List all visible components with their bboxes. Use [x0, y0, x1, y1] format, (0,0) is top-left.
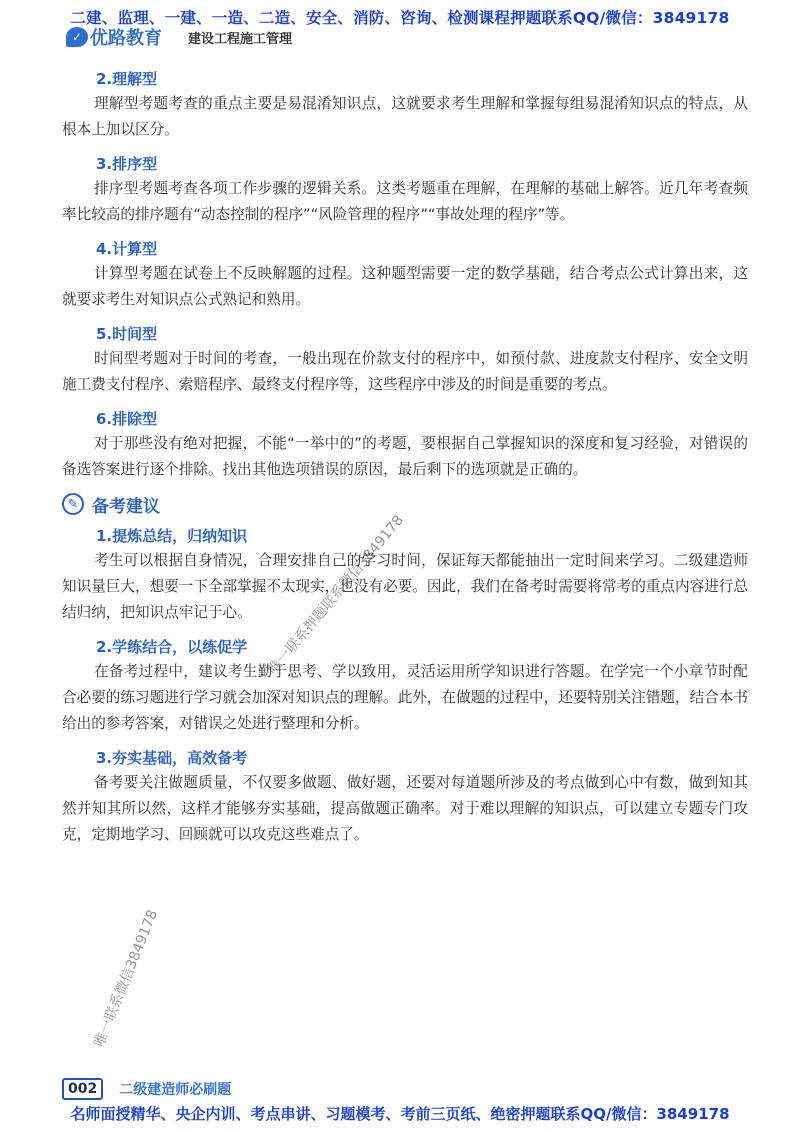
section-heading: 5.时间型: [96, 325, 158, 343]
section-heading: 1.提炼总结，归纳知识: [96, 527, 248, 545]
book-title: 建设工程施工管理: [188, 32, 293, 47]
publisher-logo: [66, 24, 162, 50]
logo-icon: ✓: [66, 27, 88, 47]
top-contact-banner: 二建、监理、一建、一造、二造、安全、消防、咨询、检测课程押题联系QQ/微信：3849178: [70, 9, 730, 27]
section-heading: 2.理解型: [96, 70, 158, 88]
logo-text: 优路教育: [90, 28, 162, 49]
section-heading: 3.排序型: [96, 155, 158, 173]
paragraph: 计算型考题在试卷上不反映解题的过程。这种题型需要一定的数学基础，结合考点公式计算出来，这就要求考生对知识点公式熟记和熟用。: [62, 265, 748, 308]
page-content: [62, 68, 752, 848]
series-name: 二级建造师必刷题: [119, 1082, 232, 1098]
section-heading: 3.夯实基础，高效备考: [96, 749, 248, 767]
paragraph: 理解型考题考查的重点主要是易混淆知识点，这就要求考生理解和掌握每组易混淆知识点的特点，从根本上加以区分。: [62, 95, 748, 138]
section-heading: 2.学练结合，以练促学: [96, 638, 248, 656]
watermark-text: 唯一联系微信3849178: [91, 907, 162, 1050]
page-number: 002: [62, 1078, 103, 1100]
paragraph: 对于那些没有绝对把握，不能“一举中的”的考题，要根据自己掌握知识的深度和复习经验，对错误的备选答案进行逐个排除。找出其他选项错误的原因，最后剩下的选项就是正确的。: [62, 435, 748, 478]
paragraph: 在备考过程中，建议考生勤于思考、学以致用，灵活运用所学知识进行答题。在学完一个小章节时配合必要的练习题进行学习就会加深对知识点的理解。此外，在做题的过程中，还要特别关注错题，结合本书给出的参考答案，对错误之处进行整理和分析。: [62, 663, 748, 732]
paragraph: 备考要关注做题质量，不仅要多做题、做好题，还要对每道题所涉及的考点做到心中有数，做到知其然并知其所以然，这样才能够夯实基础，提高做题正确率。对于难以理解的知识点，可以建立专题专门攻克，定期地学习、回顾就可以攻克这些难点了。: [62, 774, 748, 843]
bottom-contact-banner: 名师面授精华、央企内训、考点串讲、习题模考、考前三页纸、绝密押题联系QQ/微信：3849178: [70, 1105, 730, 1123]
section-heading: 4.计算型: [96, 240, 158, 258]
section-heading: 6.排除型: [96, 410, 158, 428]
paragraph: 排序型考题考查各项工作步骤的逻辑关系。这类考题重在理解，在理解的基础上解答。近几年考查频率比较高的排序题有“动态控制的程序”“风险管理的程序”“事故处理的程序”等。: [62, 180, 748, 223]
exam-tips-icon: ✎: [62, 493, 84, 515]
paragraph: 时间型考题对于时间的考查，一般出现在价款支付的程序中，如预付款、进度款支付程序、安全文明施工费支付程序、索赔程序、最终支付程序等，这些程序中涉及的时间是重要的考点。: [62, 350, 748, 393]
paragraph: 考生可以根据自身情况，合理安排自己的学习时间，保证每天都能抽出一定时间来学习。二级建造师知识量巨大，想要一下全部掌握不太现实，也没有必要。因此，我们在备考时需要将常考的重点内容进行总结归纳，把知识点牢记于心。: [62, 552, 748, 621]
section-title-text: 备考建议: [92, 496, 160, 517]
watermark-text: 唯一联系押题联系微信3849178: [264, 512, 407, 678]
section-title: [62, 489, 752, 519]
page-footer: [62, 1078, 231, 1100]
